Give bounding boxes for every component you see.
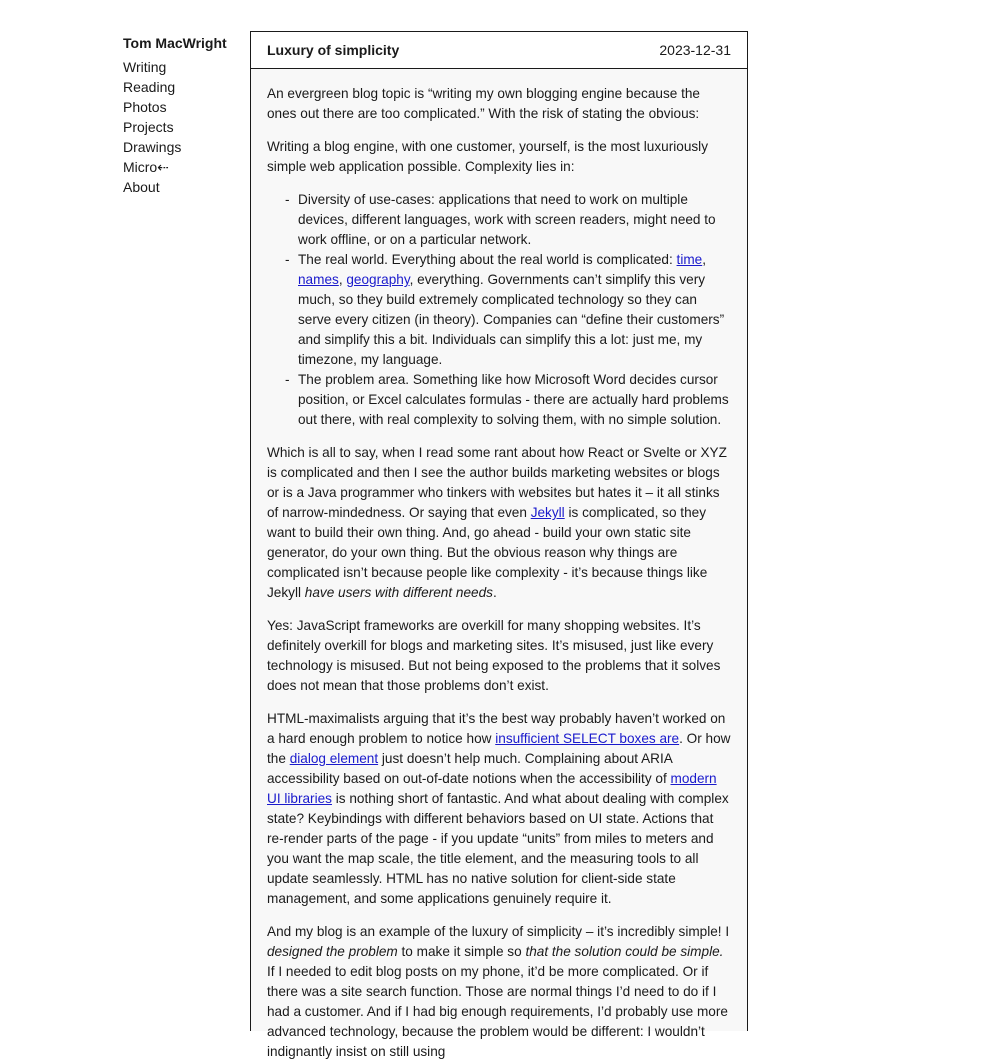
nav-item-reading — [123, 77, 243, 97]
site-name[interactable]: Tom MacWright — [123, 35, 227, 51]
text-segment: . — [492, 585, 497, 600]
nav-item-about — [123, 177, 243, 197]
text-segment: . Or how the — [267, 731, 731, 766]
paragraph-rant — [267, 443, 731, 603]
paragraph-html-maximalists — [267, 709, 731, 909]
paragraph-blog-engine: Writing a blog engine, with one customer, yourself, is the most luxuriously simple web application possible. Complexity lies in: — [267, 139, 708, 174]
nav-link-writing[interactable]: Writing — [123, 59, 167, 75]
article-header — [251, 32, 747, 69]
nav-item-projects — [123, 117, 243, 137]
text-segment: And my blog is an example of the luxury of simplicity – it’s incredibly simple! I — [267, 924, 730, 939]
link-select-boxes[interactable]: insufficient SELECT boxes are — [495, 731, 680, 746]
nav-item-micro — [123, 157, 243, 177]
emphasis: that the solution could be simple. — [525, 944, 724, 959]
text-segment: to make it simple so — [397, 944, 526, 959]
text-segment: Which is all to say, when I read some rant about how React or Svelte or XYZ is complicated and then I see the author builds marketing websites or blogs or is a Java programmer who tinkers with websites but hates it – it all stinks of narrow-mindedness. Or saying that even — [267, 445, 727, 520]
list-item-real-world — [298, 250, 731, 370]
link-modern-ui-libraries[interactable]: modern UI libraries — [267, 771, 717, 806]
nav-item-writing — [123, 57, 243, 77]
article-date: 2023-12-31 — [659, 42, 731, 58]
nav-link-projects[interactable]: Projects — [123, 119, 174, 135]
text-segment: , everything. Governments can’t simplify this very much, so they build extremely complicated technology so they can serve every citizen (in theory). Companies can “define their customers” and simplify this a bit. Individuals can simplify this a lot: just me, my timezone, my language. — [298, 272, 725, 367]
link-dialog-element[interactable]: dialog element — [289, 751, 379, 766]
paragraph-intro: An evergreen blog topic is “writing my own blogging engine because the ones out there are too complicated.” With the risk of stating the obvious: — [267, 86, 700, 121]
article-body — [251, 69, 747, 1062]
text-segment: just doesn’t help much. Complaining about ARIA accessibility based on out-of-date notions when the accessibility of — [267, 751, 673, 786]
list-item-problem-area: - The problem area. Something like how Microsoft Word decides cursor position, or Excel calculates formulas - there are actually hard problems out there, with real complexity to solving them, with no simple solution. — [298, 370, 731, 430]
nav-link-about[interactable]: About — [123, 179, 160, 195]
paragraph-my-blog — [267, 922, 731, 1062]
emphasis: designed the problem — [267, 944, 398, 959]
sidebar — [123, 35, 243, 197]
nav-link-photos[interactable]: Photos — [123, 99, 167, 115]
nav-item-photos — [123, 97, 243, 117]
link-geography[interactable]: geography — [346, 272, 410, 287]
complexity-list — [267, 190, 731, 430]
paragraph-frameworks: Yes: JavaScript frameworks are overkill for many shopping websites. It’s definitely overkill for blogs and marketing sites. It’s misused, just like every technology is misused. But not being exposed to the problems that it solves does not mean that those problems don’t exist. — [267, 618, 721, 693]
list-item-use-cases: - Diversity of use-cases: applications that need to work on multiple devices, different languages, work with screen readers, might need to work offline, or on a particular network. — [298, 190, 731, 250]
text-segment: If I needed to edit blog posts on my phone, it’d be more complicated. Or if there was a site search function. Those are normal things I’d need to do if I had a customer. And if I had big enough requirements, I’d probably use more advanced technology, because the problem would be different: I wouldn’t indignantly insist on still using — [267, 964, 728, 1059]
text-segment: is complicated, so they want to build their own thing. And, go ahead - build your own static site generator, do your own thing. But the obvious reason why things are complicated isn’t because people like complexity - it’s because things like Jekyll — [267, 505, 708, 600]
text-segment: , — [702, 252, 707, 267]
emphasis: have users with different needs — [304, 585, 493, 600]
nav-link-micro[interactable]: Micro⇠ — [123, 159, 169, 175]
nav-link-reading[interactable]: Reading — [123, 79, 176, 95]
main-nav — [123, 57, 243, 197]
text-segment: The real world. Everything about the real world is complicated: — [298, 252, 677, 267]
article — [250, 31, 748, 1059]
article-title: Luxury of simplicity — [267, 42, 400, 58]
nav-link-drawings[interactable]: Drawings — [123, 139, 182, 155]
text-segment: , — [338, 272, 347, 287]
link-names[interactable]: names — [298, 272, 339, 287]
text-segment: is nothing short of fantastic. And what about dealing with complex state? Keybindings with different behaviors based on UI state. Actions that re-render parts of the page - if you update “units” from miles to meters and you want the map scale, the title element, and the measuring tools to all update seamlessly. HTML has no native solution for client-side state management, and some applications genuinely require it. — [267, 791, 729, 906]
nav-item-drawings — [123, 137, 243, 157]
link-jekyll[interactable]: Jekyll — [530, 505, 565, 520]
text-segment: HTML-maximalists arguing that it’s the best way probably haven’t worked on a hard enough problem to notice how — [267, 711, 726, 746]
link-time[interactable]: time — [676, 252, 703, 267]
